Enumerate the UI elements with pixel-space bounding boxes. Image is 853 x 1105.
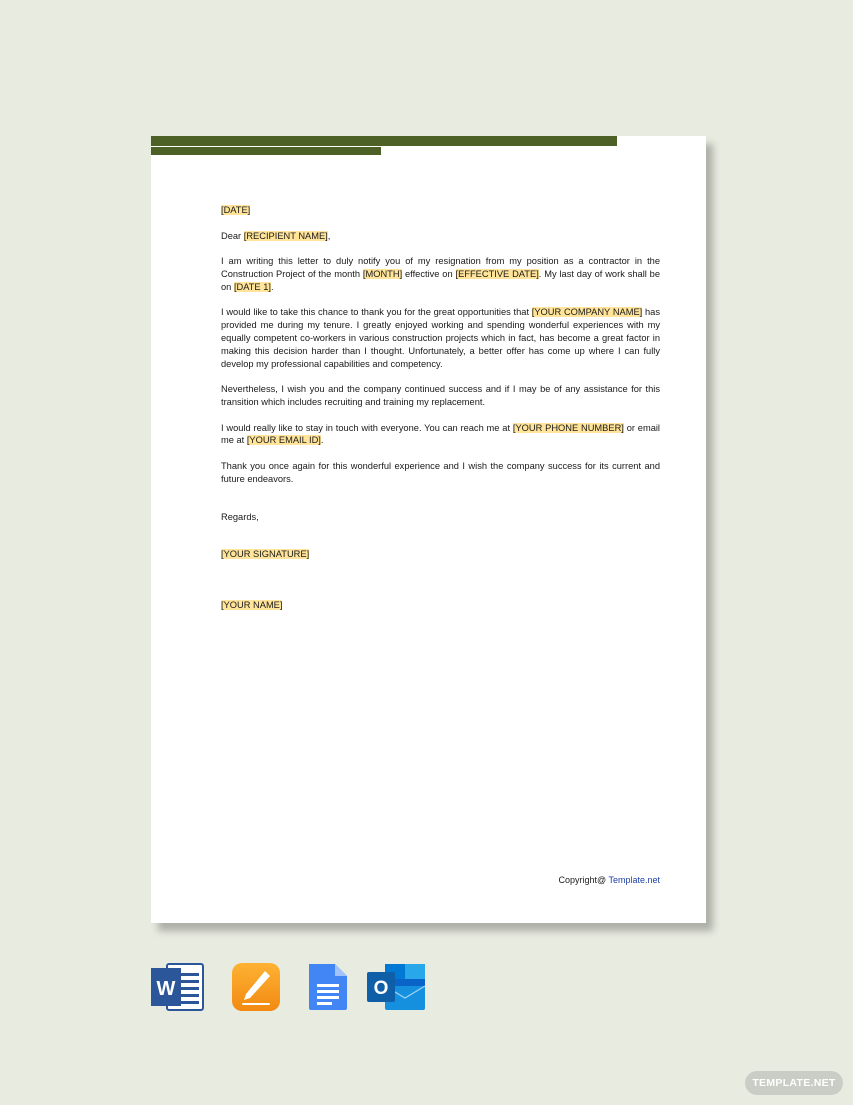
closing: Regards,: [221, 511, 259, 522]
company-name-placeholder: [YOUR COMPANY NAME]: [531, 307, 643, 318]
paragraph-5: Thank you once again for this wonderful experience and I wish the company success for its current and future endeavors.: [221, 460, 660, 484]
p4-text-a: I would really like to stay in touch with everyone. You can reach me at: [221, 422, 513, 433]
p4-text-b: or email me at: [221, 422, 660, 446]
outlook-icon[interactable]: [367, 962, 427, 1017]
email-placeholder: [YOUR EMAIL ID]: [246, 435, 321, 446]
p2-text-a: I would like to take this chance to thank you for the great opportunities that: [221, 307, 532, 318]
phone-placeholder: [YOUR PHONE NUMBER]: [512, 422, 624, 433]
letter-body: [221, 204, 660, 612]
date-placeholder: [DATE]: [221, 205, 251, 215]
paragraph-4: [221, 422, 660, 448]
p4-text-c: .: [320, 435, 324, 446]
date-line: [221, 204, 660, 217]
p1-text-c: . My last day of work shall be on: [221, 268, 661, 292]
name-line: [221, 599, 660, 612]
recipient-placeholder: [RECIPIENT NAME]: [243, 230, 328, 241]
signature-line: [221, 548, 660, 561]
month-placeholder: [MONTH]: [362, 268, 403, 279]
date1-placeholder: [DATE 1]: [233, 281, 271, 292]
p1-text-b: effective on: [402, 268, 456, 279]
salutation-suffix: ,: [327, 230, 331, 241]
signature-placeholder: [YOUR SIGNATURE]: [221, 549, 310, 560]
p2-text-b: has provided me during my tenure. I greatly enjoyed working and spending wonderful experiences with my equally competent co-workers in various construction projects which in fact, has become a great factor in making this decision harder than I thought. Unfortunately, a better offer has come up where I can fully develop my professional capabilities and competency.: [221, 307, 660, 369]
copyright-label: Copyright@: [558, 875, 609, 885]
name-placeholder: [YOUR NAME]: [221, 600, 283, 611]
template-net-watermark: TEMPLATE.NET: [745, 1071, 843, 1095]
copyright: [558, 875, 660, 885]
paragraph-2: [221, 306, 660, 370]
salutation: [221, 230, 660, 243]
word-icon[interactable]: [151, 962, 205, 1017]
p1-text-d: .: [270, 281, 274, 292]
p1-text-a: I am writing this letter to duly notify you of my resignation from my position as a contractor in the Construction Project of the month: [221, 256, 660, 279]
google-docs-icon[interactable]: [307, 962, 349, 1017]
word-icon-letter: W: [156, 978, 176, 1000]
paragraph-3: Nevertheless, I wish you and the company continued success and if I may be of any assistance for this transition which includes recruiting and training my replacement.: [221, 384, 660, 407]
header-bar-top: [151, 136, 617, 146]
copyright-link[interactable]: Template.net: [608, 875, 660, 885]
letter-page: [151, 136, 706, 923]
outlook-icon-letter: O: [373, 978, 389, 999]
header-bar-bottom: [151, 147, 381, 155]
salutation-prefix: Dear: [221, 230, 244, 241]
effective-date-placeholder: [EFFECTIVE DATE]: [455, 268, 539, 279]
paragraph-1: [221, 255, 660, 293]
pages-icon[interactable]: [231, 962, 281, 1017]
